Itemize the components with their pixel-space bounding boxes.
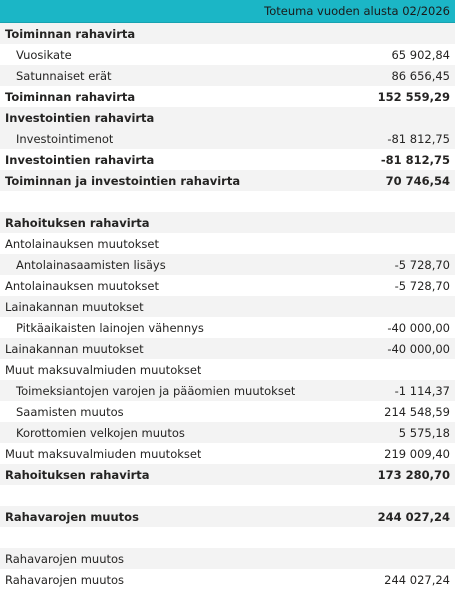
row-label: Antolainasaamisten lisäys <box>16 257 166 272</box>
row-label: Rahoituksen rahavirta <box>5 467 150 482</box>
table-row[interactable] <box>0 443 455 464</box>
table-row[interactable] <box>0 338 455 359</box>
table-row[interactable] <box>0 506 455 527</box>
table-row[interactable] <box>0 464 455 485</box>
table-row[interactable] <box>0 401 455 422</box>
table-row[interactable] <box>0 107 455 128</box>
row-label: Toimeksiantojen varojen ja pääomien muutokset <box>16 383 296 398</box>
table-row[interactable] <box>0 548 455 569</box>
row-label: Satunnaiset erät <box>16 68 112 83</box>
row-label: Lainakannan muutokset <box>5 341 144 356</box>
row-value: -81 812,75 <box>380 152 450 167</box>
row-label: Antolainauksen muutokset <box>5 236 159 251</box>
row-value: -5 728,70 <box>394 257 450 272</box>
table-row[interactable] <box>0 212 455 233</box>
row-value: 152 559,29 <box>377 89 450 104</box>
column-header-label: Toteuma vuoden alusta 02/2026 <box>264 4 450 18</box>
row-value: 86 656,45 <box>391 68 450 83</box>
row-label: Investointien rahavirta <box>5 110 155 125</box>
row-label: Toiminnan rahavirta <box>5 26 136 41</box>
row-label: Lainakannan muutokset <box>5 299 144 314</box>
row-value: 219 009,40 <box>384 446 450 461</box>
row-label: Rahoituksen rahavirta <box>5 215 150 230</box>
table-row[interactable] <box>0 317 455 338</box>
row-label: Muut maksuvalmiuden muutokset <box>5 446 202 461</box>
table-row[interactable] <box>0 191 455 212</box>
row-label: Antolainauksen muutokset <box>5 278 159 293</box>
table-row[interactable] <box>0 422 455 443</box>
table-row[interactable] <box>0 65 455 86</box>
row-label: Rahavarojen muutos <box>5 572 125 587</box>
row-value: -40 000,00 <box>387 341 450 356</box>
table-row[interactable] <box>0 233 455 254</box>
table-row[interactable] <box>0 569 455 590</box>
row-value: 244 027,24 <box>384 572 450 587</box>
table-row[interactable] <box>0 44 455 65</box>
table-row[interactable] <box>0 527 455 548</box>
row-label: Rahavarojen muutos <box>5 551 125 566</box>
row-value: -81 812,75 <box>387 131 450 146</box>
row-label: Muut maksuvalmiuden muutokset <box>5 362 202 377</box>
row-label: Vuosikate <box>16 47 72 62</box>
table-row[interactable] <box>0 170 455 191</box>
table-row[interactable] <box>0 359 455 380</box>
table-row[interactable] <box>0 296 455 317</box>
row-value: -1 114,37 <box>394 383 450 398</box>
table-row[interactable] <box>0 275 455 296</box>
table-row[interactable] <box>0 149 455 170</box>
row-label: Toiminnan rahavirta <box>5 89 136 104</box>
row-label: Investointimenot <box>16 131 114 146</box>
row-label: Toiminnan ja investointien rahavirta <box>5 173 241 188</box>
table-row[interactable] <box>0 254 455 275</box>
row-value: 173 280,70 <box>377 467 450 482</box>
cash-flow-table <box>0 23 455 590</box>
row-label: Saamisten muutos <box>16 404 124 419</box>
row-value: 214 548,59 <box>384 404 450 419</box>
table-row[interactable] <box>0 380 455 401</box>
row-label: Pitkäaikaisten lainojen vähennys <box>16 320 204 335</box>
row-value: -40 000,00 <box>387 320 450 335</box>
table-row[interactable] <box>0 86 455 107</box>
row-value: 70 746,54 <box>385 173 450 188</box>
row-value: 5 575,18 <box>398 425 450 440</box>
row-value: 65 902,84 <box>391 47 450 62</box>
table-row[interactable] <box>0 23 455 44</box>
table-row[interactable] <box>0 485 455 506</box>
row-value: -5 728,70 <box>394 278 450 293</box>
row-label: Korottomien velkojen muutos <box>16 425 185 440</box>
table-row[interactable] <box>0 128 455 149</box>
row-label: Investointien rahavirta <box>5 152 155 167</box>
row-label: Rahavarojen muutos <box>5 509 139 524</box>
row-value: 244 027,24 <box>377 509 450 524</box>
table-column-header[interactable] <box>0 0 455 23</box>
